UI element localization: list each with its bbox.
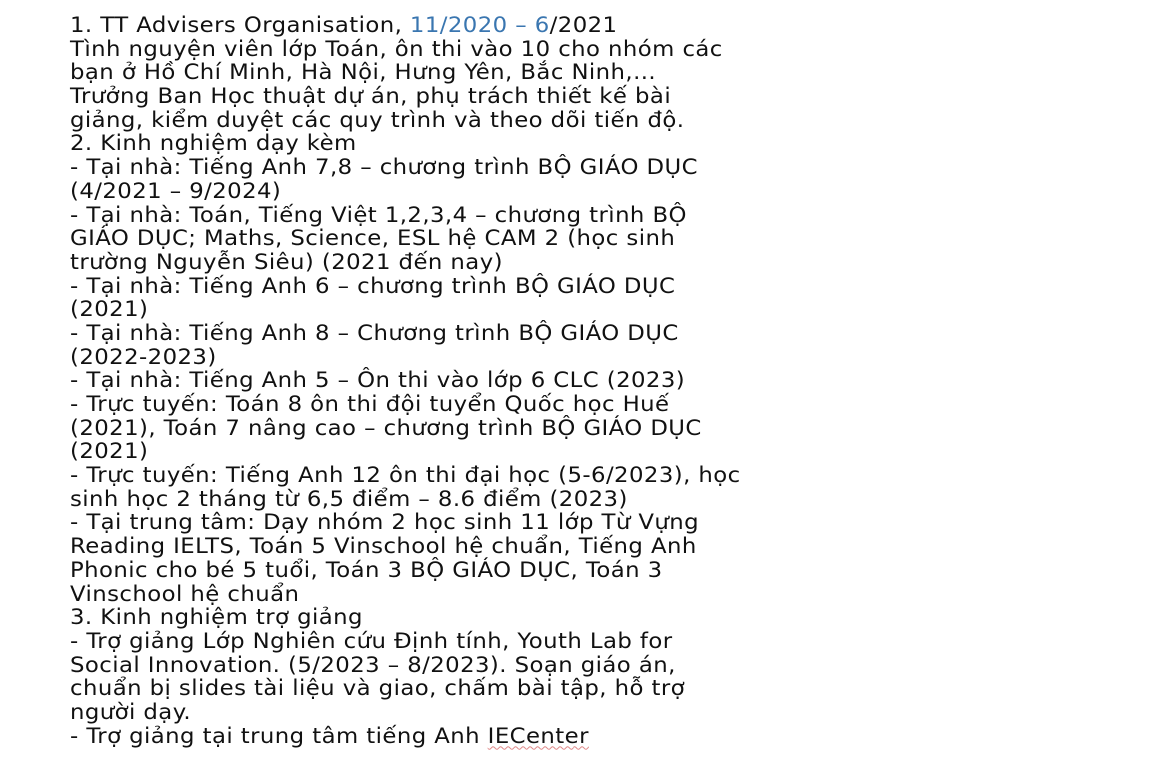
text-line: - Trực tuyến: Toán 8 ôn thi đội tuyển Quốc học Huế [70,392,670,417]
text-line: - Tại trung tâm: Dạy nhóm 2 học sinh 11 lớp Từ Vựng [70,510,700,536]
date-link[interactable]: 11/2020 – 6 [409,13,550,38]
text-line: chuẩn bị slides tài liệu và giao, chấm bài tập, hỗ trợ [70,676,686,702]
text-line: (2021) [70,439,149,465]
text-line: Reading IELTS, Toán 5 Vinschool hệ chuẩn, Tiếng Anh [70,534,697,560]
text-line: Phonic cho bé 5 tuổi, Toán 3 BỘ GIÁO DỤC, Toán 3 [70,557,663,583]
text-line: sinh học 2 tháng từ 6,5 điểm – 8.6 điểm (2023) [70,486,628,512]
text-line: (2022-2023) [70,344,217,370]
org-name-text: 1. TT Advisers Organisation, [70,13,410,38]
text-line: người dạy. [70,699,192,725]
text-line: - Tại nhà: Tiếng Anh 8 – Chương trình BỘ GIÁO DỤC [70,320,679,346]
text-line: Tình nguyện viên lớp Toán, ôn thi vào 10 cho nhóm các [70,36,723,62]
text-line: trường Nguyễn Siêu) (2021 đến nay) [70,249,503,275]
ta-center-text: - Trợ giảng tại trung tâm tiếng Anh [70,723,488,749]
text-line: (2021) [70,297,149,323]
date-suffix-text: /2021 [549,13,618,38]
text-line: giảng, kiểm duyệt các quy trình và theo dõi tiến độ. [70,107,685,133]
text-line: - Tại nhà: Tiếng Anh 7,8 – chương trình BỘ GIÁO DỤC [70,155,698,181]
section-heading-tutoring: 2. Kinh nghiệm dạy kèm [70,131,357,157]
section-heading-teaching-assistant: 3. Kinh nghiệm trợ giảng [70,605,363,631]
text-line: bạn ở Hồ Chí Minh, Hà Nội, Hưng Yên, Bắc Ninh,... [70,60,657,86]
last-text-line [70,725,1158,749]
text-line: - Trực tuyến: Tiếng Anh 12 ôn thi đại học (5-6/2023), học [70,463,741,489]
section-heading-tt-advisers [70,14,1158,38]
text-line: - Tại nhà: Tiếng Anh 5 – Ôn thi vào lớp 6 CLC (2023) [70,368,686,394]
text-line: (2021), Toán 7 nâng cao – chương trình BỘ GIÁO DỤC [70,415,702,441]
text-line: - Tại nhà: Toán, Tiếng Việt 1,2,3,4 – chương trình BỘ [70,202,687,228]
spellcheck-underlined-word[interactable]: IECenter [487,723,589,749]
text-line: - Tại nhà: Tiếng Anh 6 – chương trình BỘ GIÁO DỤC [70,273,676,299]
document-text [70,14,1158,748]
text-line: (4/2021 – 9/2024) [70,178,282,204]
text-line: GIÁO DỤC; Maths, Science, ESL hệ CAM 2 (học sinh [70,226,676,252]
text-line: - Trợ giảng Lớp Nghiên cứu Định tính, Youth Lab for [70,628,673,654]
text-line: Vinschool hệ chuẩn [70,581,300,607]
text-line: Social Innovation. (5/2023 – 8/2023). Soạn giáo án, [70,652,676,678]
text-line: Trưởng Ban Học thuật dự án, phụ trách thiết kế bài [70,84,672,110]
